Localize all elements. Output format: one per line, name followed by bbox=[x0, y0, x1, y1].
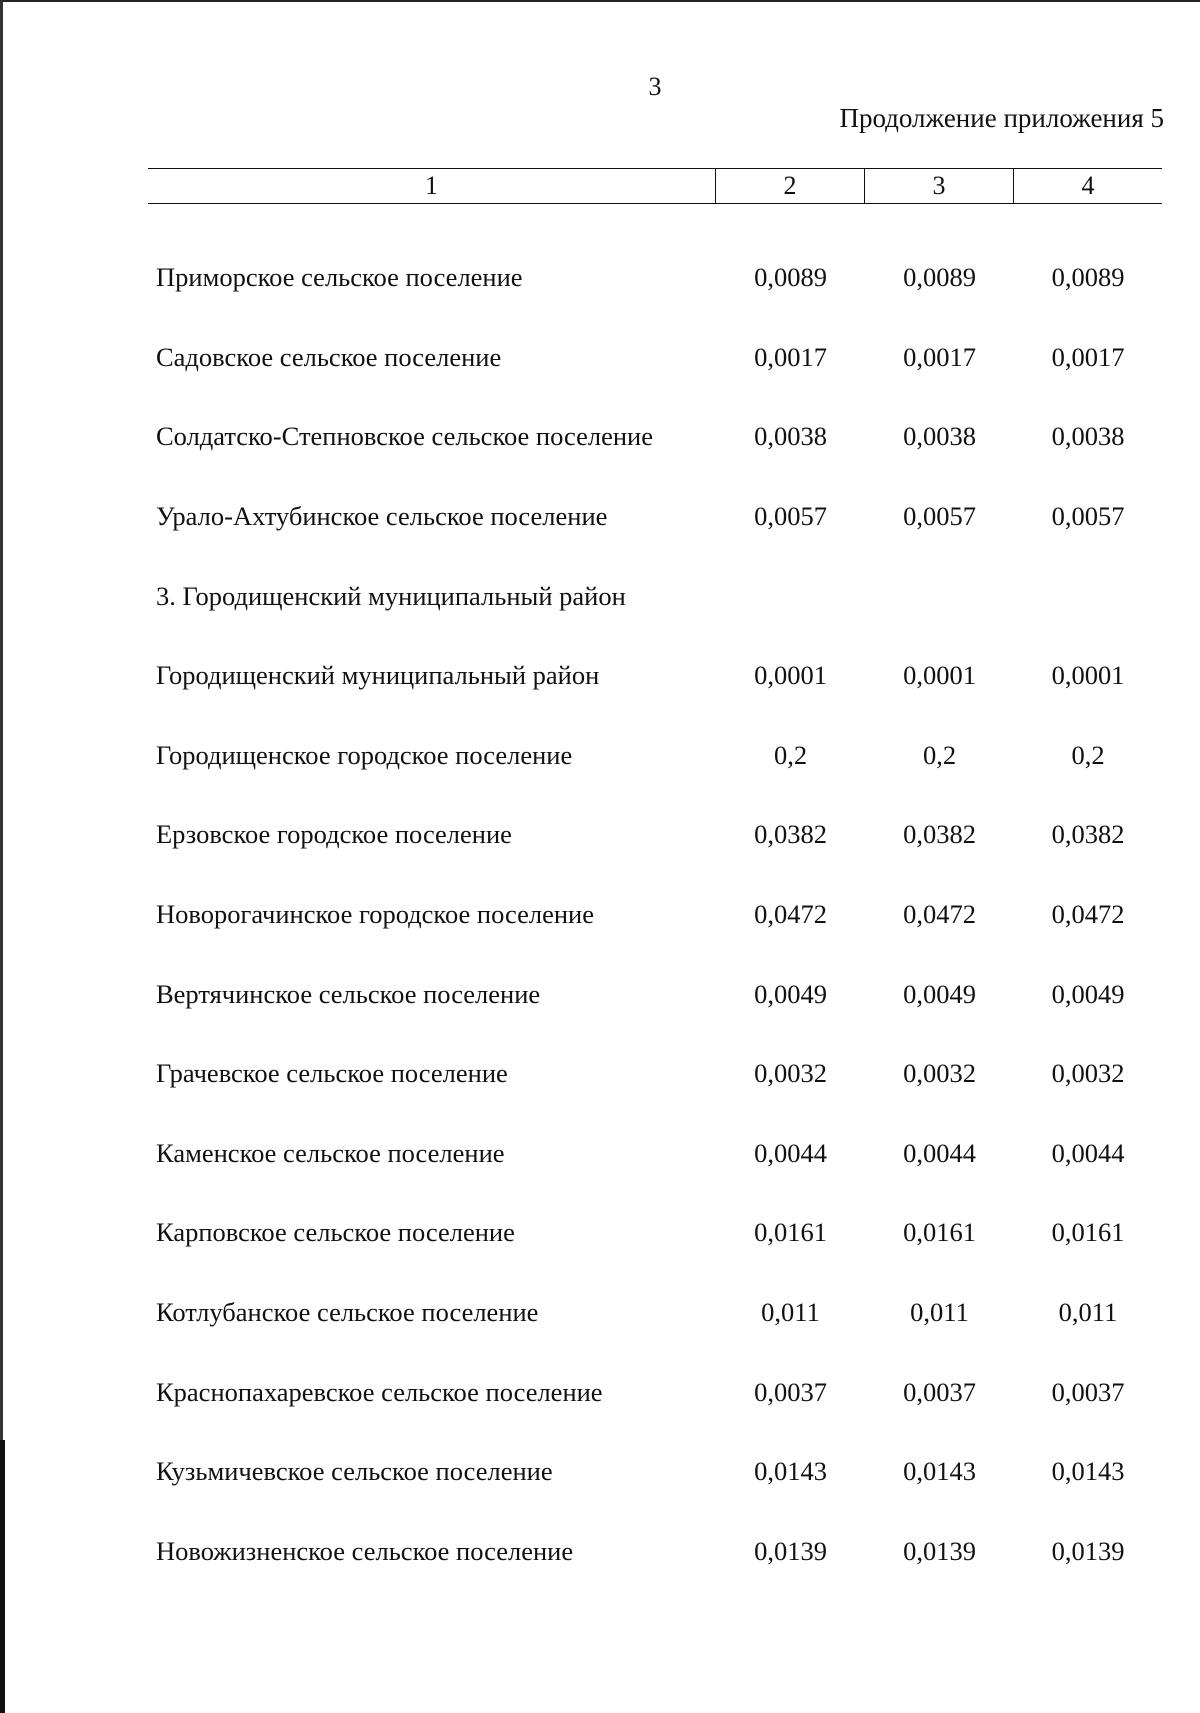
settlement-name: Городищенское городское поселение bbox=[156, 739, 573, 770]
header-col-4: 4 bbox=[1081, 171, 1095, 200]
value-col-2: 0,0017 bbox=[754, 341, 827, 372]
value-col-3: 0,011 bbox=[910, 1297, 969, 1328]
value-col-2: 0,0049 bbox=[754, 978, 827, 1009]
settlement-name: Урало-Ахтубинское сельское поселение bbox=[156, 501, 608, 532]
table-row bbox=[148, 795, 1162, 875]
value-col-4: 0,0161 bbox=[1051, 1217, 1125, 1248]
value-col-4: 0,0037 bbox=[1051, 1376, 1125, 1407]
table-header bbox=[148, 168, 1162, 204]
value-col-2: 0,0001 bbox=[754, 660, 827, 691]
value-col-3: 0,0001 bbox=[903, 660, 976, 691]
table-row bbox=[148, 954, 1162, 1034]
value-col-2: 0,0044 bbox=[754, 1137, 827, 1168]
value-col-4: 0,0032 bbox=[1051, 1058, 1125, 1089]
value-col-4: 0,0382 bbox=[1051, 819, 1125, 850]
value-col-3: 0,0382 bbox=[903, 819, 976, 850]
settlement-name: Грачевское сельское поселение bbox=[156, 1058, 508, 1089]
value-col-4: 0,0472 bbox=[1051, 899, 1125, 930]
value-col-4: 0,0057 bbox=[1051, 501, 1125, 532]
settlement-name: Ерзовское городское поселение bbox=[156, 819, 512, 850]
value-col-3: 0,0089 bbox=[903, 262, 976, 293]
value-col-3: 0,0057 bbox=[903, 501, 976, 532]
value-col-3: 0,0044 bbox=[903, 1137, 976, 1168]
value-col-3: 0,2 bbox=[922, 739, 957, 770]
settlement-name: Кузьмичевское сельское поселение bbox=[156, 1456, 553, 1487]
value-col-2: 0,0472 bbox=[754, 899, 827, 930]
settlement-name: Новорогачинское городское поселение bbox=[156, 899, 594, 930]
header-col-2: 2 bbox=[716, 169, 865, 203]
value-col-3: 0,0017 bbox=[903, 341, 976, 372]
value-col-4: 0,0017 bbox=[1051, 341, 1125, 372]
settlement-name: Каменское сельское поселение bbox=[156, 1137, 505, 1168]
settlement-name: Приморское сельское поселение bbox=[156, 262, 523, 293]
scan-edge-left-dark bbox=[0, 1440, 5, 1713]
section-heading-row bbox=[148, 556, 1162, 636]
value-col-3: 0,0038 bbox=[903, 421, 976, 452]
table-row bbox=[148, 716, 1162, 796]
value-col-2: 0,0161 bbox=[754, 1217, 827, 1248]
value-col-3: 0,0037 bbox=[903, 1376, 976, 1407]
table-row bbox=[148, 1512, 1162, 1592]
table-row bbox=[148, 397, 1162, 477]
value-col-2: 0,0057 bbox=[754, 501, 827, 532]
table-row bbox=[148, 636, 1162, 716]
value-col-3: 0,0139 bbox=[903, 1535, 976, 1566]
appendix-continuation-label: Продолжение приложения 5 bbox=[839, 103, 1164, 133]
table-body bbox=[148, 238, 1162, 1591]
value-col-2: 0,0037 bbox=[754, 1376, 827, 1407]
value-col-2: 0,0143 bbox=[754, 1456, 827, 1487]
table-row bbox=[148, 318, 1162, 398]
header-col-1: 1 bbox=[148, 169, 716, 203]
value-col-4: 0,0001 bbox=[1051, 660, 1125, 691]
value-col-4: 0,0044 bbox=[1051, 1137, 1125, 1168]
table-row bbox=[148, 875, 1162, 955]
settlement-name: Котлубанское сельское поселение bbox=[156, 1297, 539, 1328]
value-col-4: 0,0038 bbox=[1051, 421, 1125, 452]
value-col-4: 0,0089 bbox=[1051, 262, 1125, 293]
value-col-2: 0,2 bbox=[773, 739, 808, 770]
value-col-4: 0,0139 bbox=[1051, 1535, 1125, 1566]
value-col-2: 0,0038 bbox=[754, 421, 827, 452]
table-row bbox=[148, 1352, 1162, 1432]
value-col-3: 0,0032 bbox=[903, 1058, 976, 1089]
page-number: 3 bbox=[648, 72, 662, 101]
value-col-4: 0,011 bbox=[1058, 1297, 1118, 1328]
table-row bbox=[148, 1114, 1162, 1194]
header-col-3: 3 bbox=[865, 169, 1014, 203]
value-col-3: 0,0161 bbox=[903, 1217, 976, 1248]
settlement-name: Садовское сельское поселение bbox=[156, 341, 502, 372]
settlement-name: Краснопахаревское сельское поселение bbox=[156, 1376, 603, 1407]
value-col-3: 0,0143 bbox=[903, 1456, 976, 1487]
value-col-3: 0,0049 bbox=[903, 978, 976, 1009]
table-row bbox=[148, 477, 1162, 557]
value-col-2: 0,0139 bbox=[754, 1535, 827, 1566]
table-row bbox=[148, 238, 1162, 318]
settlement-name: Карповское сельское поселение bbox=[156, 1217, 515, 1248]
settlement-name: Новожизненское сельское поселение bbox=[156, 1535, 574, 1566]
value-col-2: 0,0382 bbox=[754, 819, 827, 850]
value-col-2: 0,011 bbox=[761, 1297, 820, 1328]
table-row bbox=[148, 1432, 1162, 1512]
section-heading: 3. Городищенский муниципальный район bbox=[156, 580, 626, 611]
table-row bbox=[148, 1273, 1162, 1353]
settlement-name: Городищенский муниципальный район bbox=[156, 660, 600, 691]
table-row bbox=[148, 1193, 1162, 1273]
settlement-name: Вертячинское сельское поселение bbox=[156, 978, 541, 1009]
value-col-4: 0,0143 bbox=[1051, 1456, 1125, 1487]
value-col-2: 0,0089 bbox=[754, 262, 827, 293]
value-col-3: 0,0472 bbox=[903, 899, 976, 930]
scan-edge-top bbox=[0, 0, 1200, 2]
table-row bbox=[148, 1034, 1162, 1114]
value-col-4: 0,0049 bbox=[1051, 978, 1125, 1009]
value-col-4: 0,2 bbox=[1071, 739, 1105, 770]
value-col-2: 0,0032 bbox=[754, 1058, 827, 1089]
settlement-name: Солдатско-Степновское сельское поселение bbox=[156, 421, 653, 452]
